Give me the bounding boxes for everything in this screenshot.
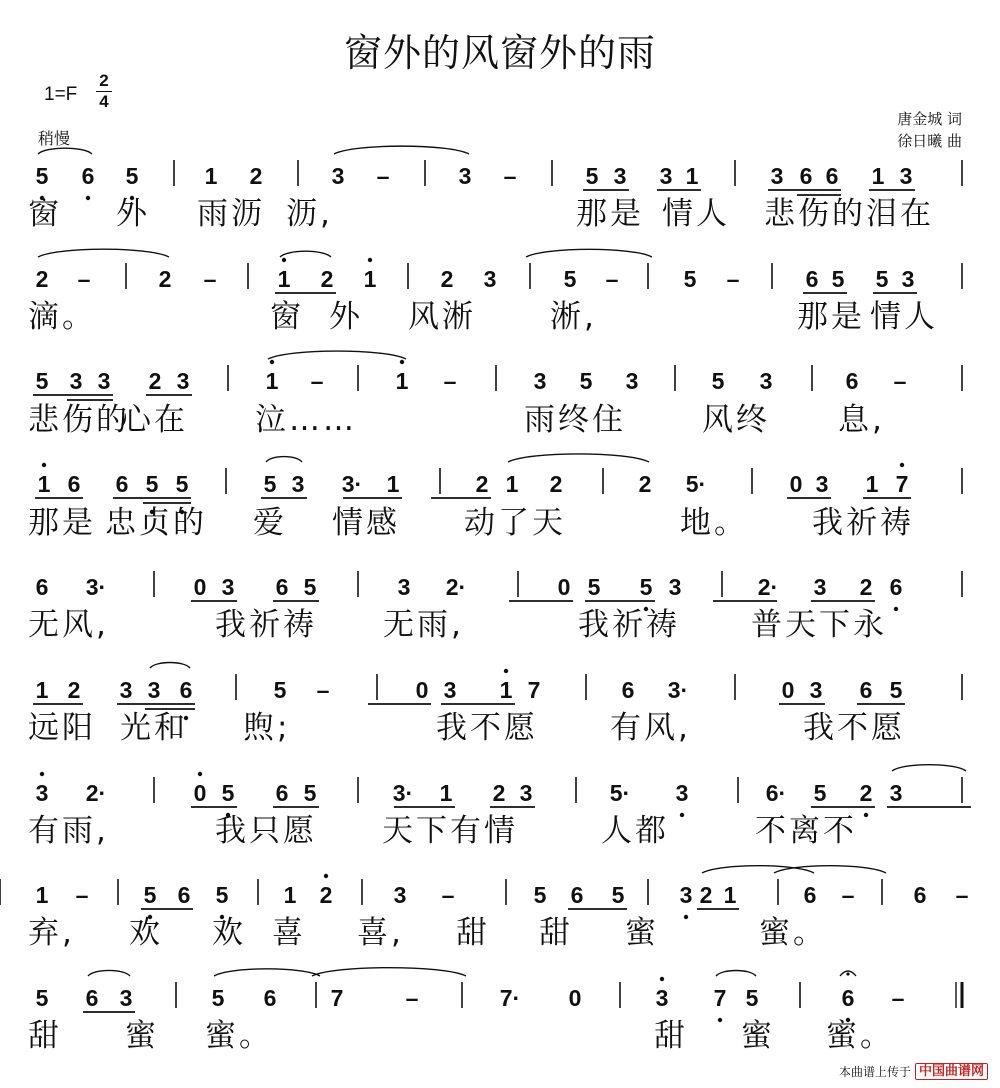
lyric: 忠贞的 (105, 505, 207, 541)
note: 6 (35, 574, 49, 600)
lyric: 那是 (28, 505, 96, 541)
lyric: 甜 (539, 915, 570, 951)
note: 3 (679, 882, 693, 908)
note: 2 (859, 780, 873, 806)
note: 6 (179, 677, 193, 703)
note: 3 (901, 266, 915, 292)
note-dash: – (605, 266, 619, 292)
note: 3 (176, 368, 190, 394)
note: 6· (765, 780, 787, 806)
note: 3· (341, 471, 363, 497)
note-dash: – (841, 882, 855, 908)
slur (214, 969, 320, 976)
lyric: 爱 (253, 505, 284, 541)
note: 5 (143, 882, 157, 908)
note: 5 (711, 368, 725, 394)
note: 3 (759, 368, 773, 394)
lyric: 光和 (120, 710, 188, 746)
tempo-marking: 稍慢 (38, 129, 71, 148)
lyric: 弃, (28, 915, 75, 951)
lyric: 甜 (28, 1018, 59, 1054)
note: 5 (579, 368, 593, 394)
lyric: 远阳 (28, 710, 96, 746)
note: 3 (675, 780, 689, 806)
lyric: 无雨, (383, 607, 464, 643)
note-dash: – (726, 266, 740, 292)
note: 5 (813, 780, 827, 806)
lyric: 那是 (797, 299, 865, 335)
note: 3 (519, 780, 533, 806)
note: 0 (415, 677, 429, 703)
lyric: 地。 (680, 505, 748, 541)
note: 1 (283, 882, 297, 908)
note: 5 (639, 574, 653, 600)
note: 5· (609, 780, 631, 806)
lyric: 我不愿 (436, 710, 538, 746)
note: 1 (37, 471, 51, 497)
note: 6 (85, 985, 99, 1011)
note: 3· (667, 677, 689, 703)
note-dash: – (316, 677, 330, 703)
note: 2 (859, 574, 873, 600)
note: 7 (713, 985, 727, 1011)
note: 3 (659, 163, 673, 189)
lyric: 雨终住 (524, 402, 626, 438)
note: 3 (397, 574, 411, 600)
time-signature-top: 2 (99, 71, 109, 90)
note: 3 (147, 677, 161, 703)
note: 1 (499, 677, 513, 703)
note-dash: – (203, 266, 217, 292)
note: 3 (483, 266, 497, 292)
lyric: 蜜。 (826, 1018, 894, 1054)
note: 2 (492, 780, 506, 806)
lyric: 无风, (28, 607, 109, 643)
note: 1 (35, 677, 49, 703)
note: 3 (625, 368, 639, 394)
note: 6 (805, 266, 819, 292)
high-octave-dot (282, 258, 286, 262)
note: 3· (85, 574, 107, 600)
source-footer (839, 1063, 988, 1080)
note: 3 (119, 985, 133, 1011)
note: 6 (841, 985, 855, 1011)
note: 6 (803, 882, 817, 908)
note: 6 (799, 163, 813, 189)
note: 6 (275, 780, 289, 806)
lyric: 泪在 (866, 196, 934, 232)
note: 6 (570, 882, 584, 908)
slur (38, 249, 169, 257)
note: 1 (204, 163, 218, 189)
note: 1 (386, 471, 400, 497)
lyric: 息, (838, 402, 885, 438)
lyric: 蜜 (625, 915, 656, 951)
lyric: 蜜 (741, 1018, 772, 1054)
note: 3 (613, 163, 627, 189)
lyric: 窗 (270, 299, 301, 335)
note: 1 (723, 882, 737, 908)
lyric: 蜜 (125, 1018, 156, 1054)
note-dash: – (77, 266, 91, 292)
note: 5 (303, 574, 317, 600)
note: 3 (97, 368, 111, 394)
note: 5 (563, 266, 577, 292)
lyric: 雨沥 (197, 196, 265, 232)
note: 7 (895, 471, 909, 497)
note: 3 (809, 677, 823, 703)
note: 2 (475, 471, 489, 497)
note: 5 (745, 985, 759, 1011)
lyric: 沥, (286, 196, 333, 232)
high-octave-dot (660, 977, 664, 981)
note: 6 (263, 985, 277, 1011)
note: 1 (363, 266, 377, 292)
note: 6 (859, 677, 873, 703)
high-octave-dot (368, 258, 372, 262)
note-dash: – (503, 163, 517, 189)
slur (508, 454, 649, 462)
fermata-dot (846, 972, 849, 975)
note: 6 (67, 471, 81, 497)
note: 6 (275, 574, 289, 600)
lyric: 煦; (243, 710, 291, 746)
note: 6 (825, 163, 839, 189)
note-dash: – (405, 985, 419, 1011)
note: 3 (35, 780, 49, 806)
lyric: 那是 (576, 196, 644, 232)
note: 5 (263, 471, 277, 497)
note: 3· (392, 780, 414, 806)
lyric: 我祈祷 (215, 607, 317, 643)
note: 2 (638, 471, 652, 497)
note: 5 (221, 780, 235, 806)
note: 5 (831, 266, 845, 292)
lyric: 蜜。 (759, 915, 827, 951)
lyric: 天下有情 (382, 813, 518, 849)
note-dash: – (955, 882, 969, 908)
low-octave-dot (894, 607, 898, 611)
note: 6 (177, 882, 191, 908)
note: 1 (265, 368, 279, 394)
note: 0 (789, 471, 803, 497)
slur (268, 351, 406, 359)
lyric: 有雨, (28, 813, 109, 849)
lyric: 窗 (28, 196, 59, 232)
note: 3 (668, 574, 682, 600)
source-label: 本曲谱上传于 (838, 1065, 911, 1079)
note: 3 (393, 882, 407, 908)
note: 1 (685, 163, 699, 189)
note: 5 (585, 163, 599, 189)
note: 7 (330, 985, 344, 1011)
note: 2 (549, 471, 563, 497)
note: 6 (845, 368, 859, 394)
slur (266, 457, 302, 462)
slur (88, 970, 130, 976)
high-octave-dot (270, 360, 274, 364)
lyric: 普天下永 (751, 607, 887, 643)
low-octave-dot (86, 196, 90, 200)
note: 5· (685, 471, 707, 497)
note: 5 (611, 882, 625, 908)
note: 6 (913, 882, 927, 908)
note: 3 (291, 471, 305, 497)
composer-credit: 徐日曦 曲 (897, 132, 962, 150)
note: 5 (35, 163, 49, 189)
note: 5 (875, 266, 889, 292)
lyric: 动了天 (464, 505, 566, 541)
note: 2 (35, 266, 49, 292)
slur (312, 968, 466, 976)
key-signature: 1=F (44, 84, 78, 105)
note: 1 (395, 368, 409, 394)
slur (38, 148, 92, 154)
source-logo: 中国曲谱网 (915, 1063, 988, 1080)
lyric: 欢 (212, 915, 243, 951)
lyric: 悲伤的 (28, 402, 130, 438)
lyric: 淅, (550, 299, 597, 335)
note: 3 (889, 780, 903, 806)
high-octave-dot (900, 463, 904, 467)
note: 0 (193, 574, 207, 600)
note: 2 (319, 882, 333, 908)
lyricist-credit: 唐金城 词 (897, 110, 962, 128)
note-dash: – (891, 985, 905, 1011)
note: 3 (443, 677, 457, 703)
note: 3 (69, 368, 83, 394)
note: 2· (445, 574, 467, 600)
note: 5 (125, 163, 139, 189)
lyric: 外 (329, 299, 360, 335)
note: 3 (533, 368, 547, 394)
slur (334, 146, 469, 154)
note: 3 (813, 574, 827, 600)
note: 3 (331, 163, 345, 189)
note: 5 (683, 266, 697, 292)
note: 1 (439, 780, 453, 806)
lyric: 甜 (456, 915, 487, 951)
note: 5 (175, 471, 189, 497)
lyric: 不离不 (755, 813, 857, 849)
note: 2 (158, 266, 172, 292)
song-title: 窗外的风窗外的雨 (343, 31, 656, 75)
low-octave-dot (680, 813, 684, 817)
note: 2 (249, 163, 263, 189)
note-dash: – (893, 368, 907, 394)
lyric: 喜, (357, 915, 404, 951)
slur (526, 249, 652, 257)
note: 6 (115, 471, 129, 497)
lyric: 甜 (654, 1018, 685, 1054)
note: 2· (757, 574, 779, 600)
slur (892, 765, 966, 771)
lyric: 风淅 (408, 299, 476, 335)
note: 6 (621, 677, 635, 703)
note: 5 (303, 780, 317, 806)
high-octave-dot (198, 772, 202, 776)
note: 2 (440, 266, 454, 292)
lyric: 情人 (662, 196, 730, 232)
note: 5 (273, 677, 287, 703)
time-signature-bottom: 4 (99, 92, 109, 111)
lyric: 欢 (129, 915, 160, 951)
lyric: 情人 (870, 299, 938, 335)
lyric: 悲伤的 (764, 196, 866, 232)
note: 7· (499, 985, 521, 1011)
lyric: 泣…… (255, 402, 357, 438)
low-octave-dot (684, 915, 688, 919)
high-octave-dot (42, 463, 46, 467)
note-dash: – (75, 882, 89, 908)
note: 5 (211, 985, 225, 1011)
note: 0 (557, 574, 571, 600)
lyric: 情感 (332, 505, 400, 541)
lyric: 有风, (610, 710, 691, 746)
note: 3 (815, 471, 829, 497)
low-octave-dot (864, 813, 868, 817)
lyric: 蜜。 (205, 1018, 273, 1054)
note: 1 (865, 471, 879, 497)
note: 3 (458, 163, 472, 189)
note: 5 (533, 882, 547, 908)
high-octave-dot (504, 669, 508, 673)
note: 0 (568, 985, 582, 1011)
lyric: 我祈祷 (578, 607, 680, 643)
note: 5 (889, 677, 903, 703)
note: 0 (781, 677, 795, 703)
note: 5 (215, 882, 229, 908)
lyric: 风终 (702, 402, 770, 438)
lyric: 我只愿 (215, 813, 317, 849)
note: 5 (35, 985, 49, 1011)
note-dash: – (443, 368, 457, 394)
slur (150, 663, 190, 669)
note: 0 (193, 780, 207, 806)
note-dash: – (376, 163, 390, 189)
note: 2 (699, 882, 713, 908)
note-dash: – (441, 882, 455, 908)
high-octave-dot (324, 874, 328, 878)
note: 1 (505, 471, 519, 497)
lyric: 我祈祷 (812, 505, 914, 541)
note: 2 (320, 266, 334, 292)
lyric: 我不愿 (803, 710, 905, 746)
lyric: 人都 (601, 813, 669, 849)
note: 3 (899, 163, 913, 189)
high-octave-dot (40, 772, 44, 776)
note: 1 (277, 266, 291, 292)
note: 3 (221, 574, 235, 600)
lyric: 外 (116, 196, 147, 232)
low-octave-dot (718, 1018, 722, 1022)
lyric: 心在 (120, 402, 188, 438)
note: 1 (35, 882, 49, 908)
lyric: 喜 (272, 915, 303, 951)
slur (280, 251, 331, 257)
note: 5 (145, 471, 159, 497)
slur (716, 971, 756, 977)
note: 3 (655, 985, 669, 1011)
note: 6 (81, 163, 95, 189)
lyric: 滴。 (28, 299, 96, 335)
note: 5 (35, 368, 49, 394)
note-dash: – (310, 368, 324, 394)
note: 2 (67, 677, 81, 703)
note: 7 (527, 677, 541, 703)
note: 2· (85, 780, 107, 806)
note: 3 (119, 677, 133, 703)
note: 5 (587, 574, 601, 600)
note: 3 (770, 163, 784, 189)
high-octave-dot (400, 360, 404, 364)
note: 6 (889, 574, 903, 600)
note: 2 (148, 368, 162, 394)
note: 1 (871, 163, 885, 189)
